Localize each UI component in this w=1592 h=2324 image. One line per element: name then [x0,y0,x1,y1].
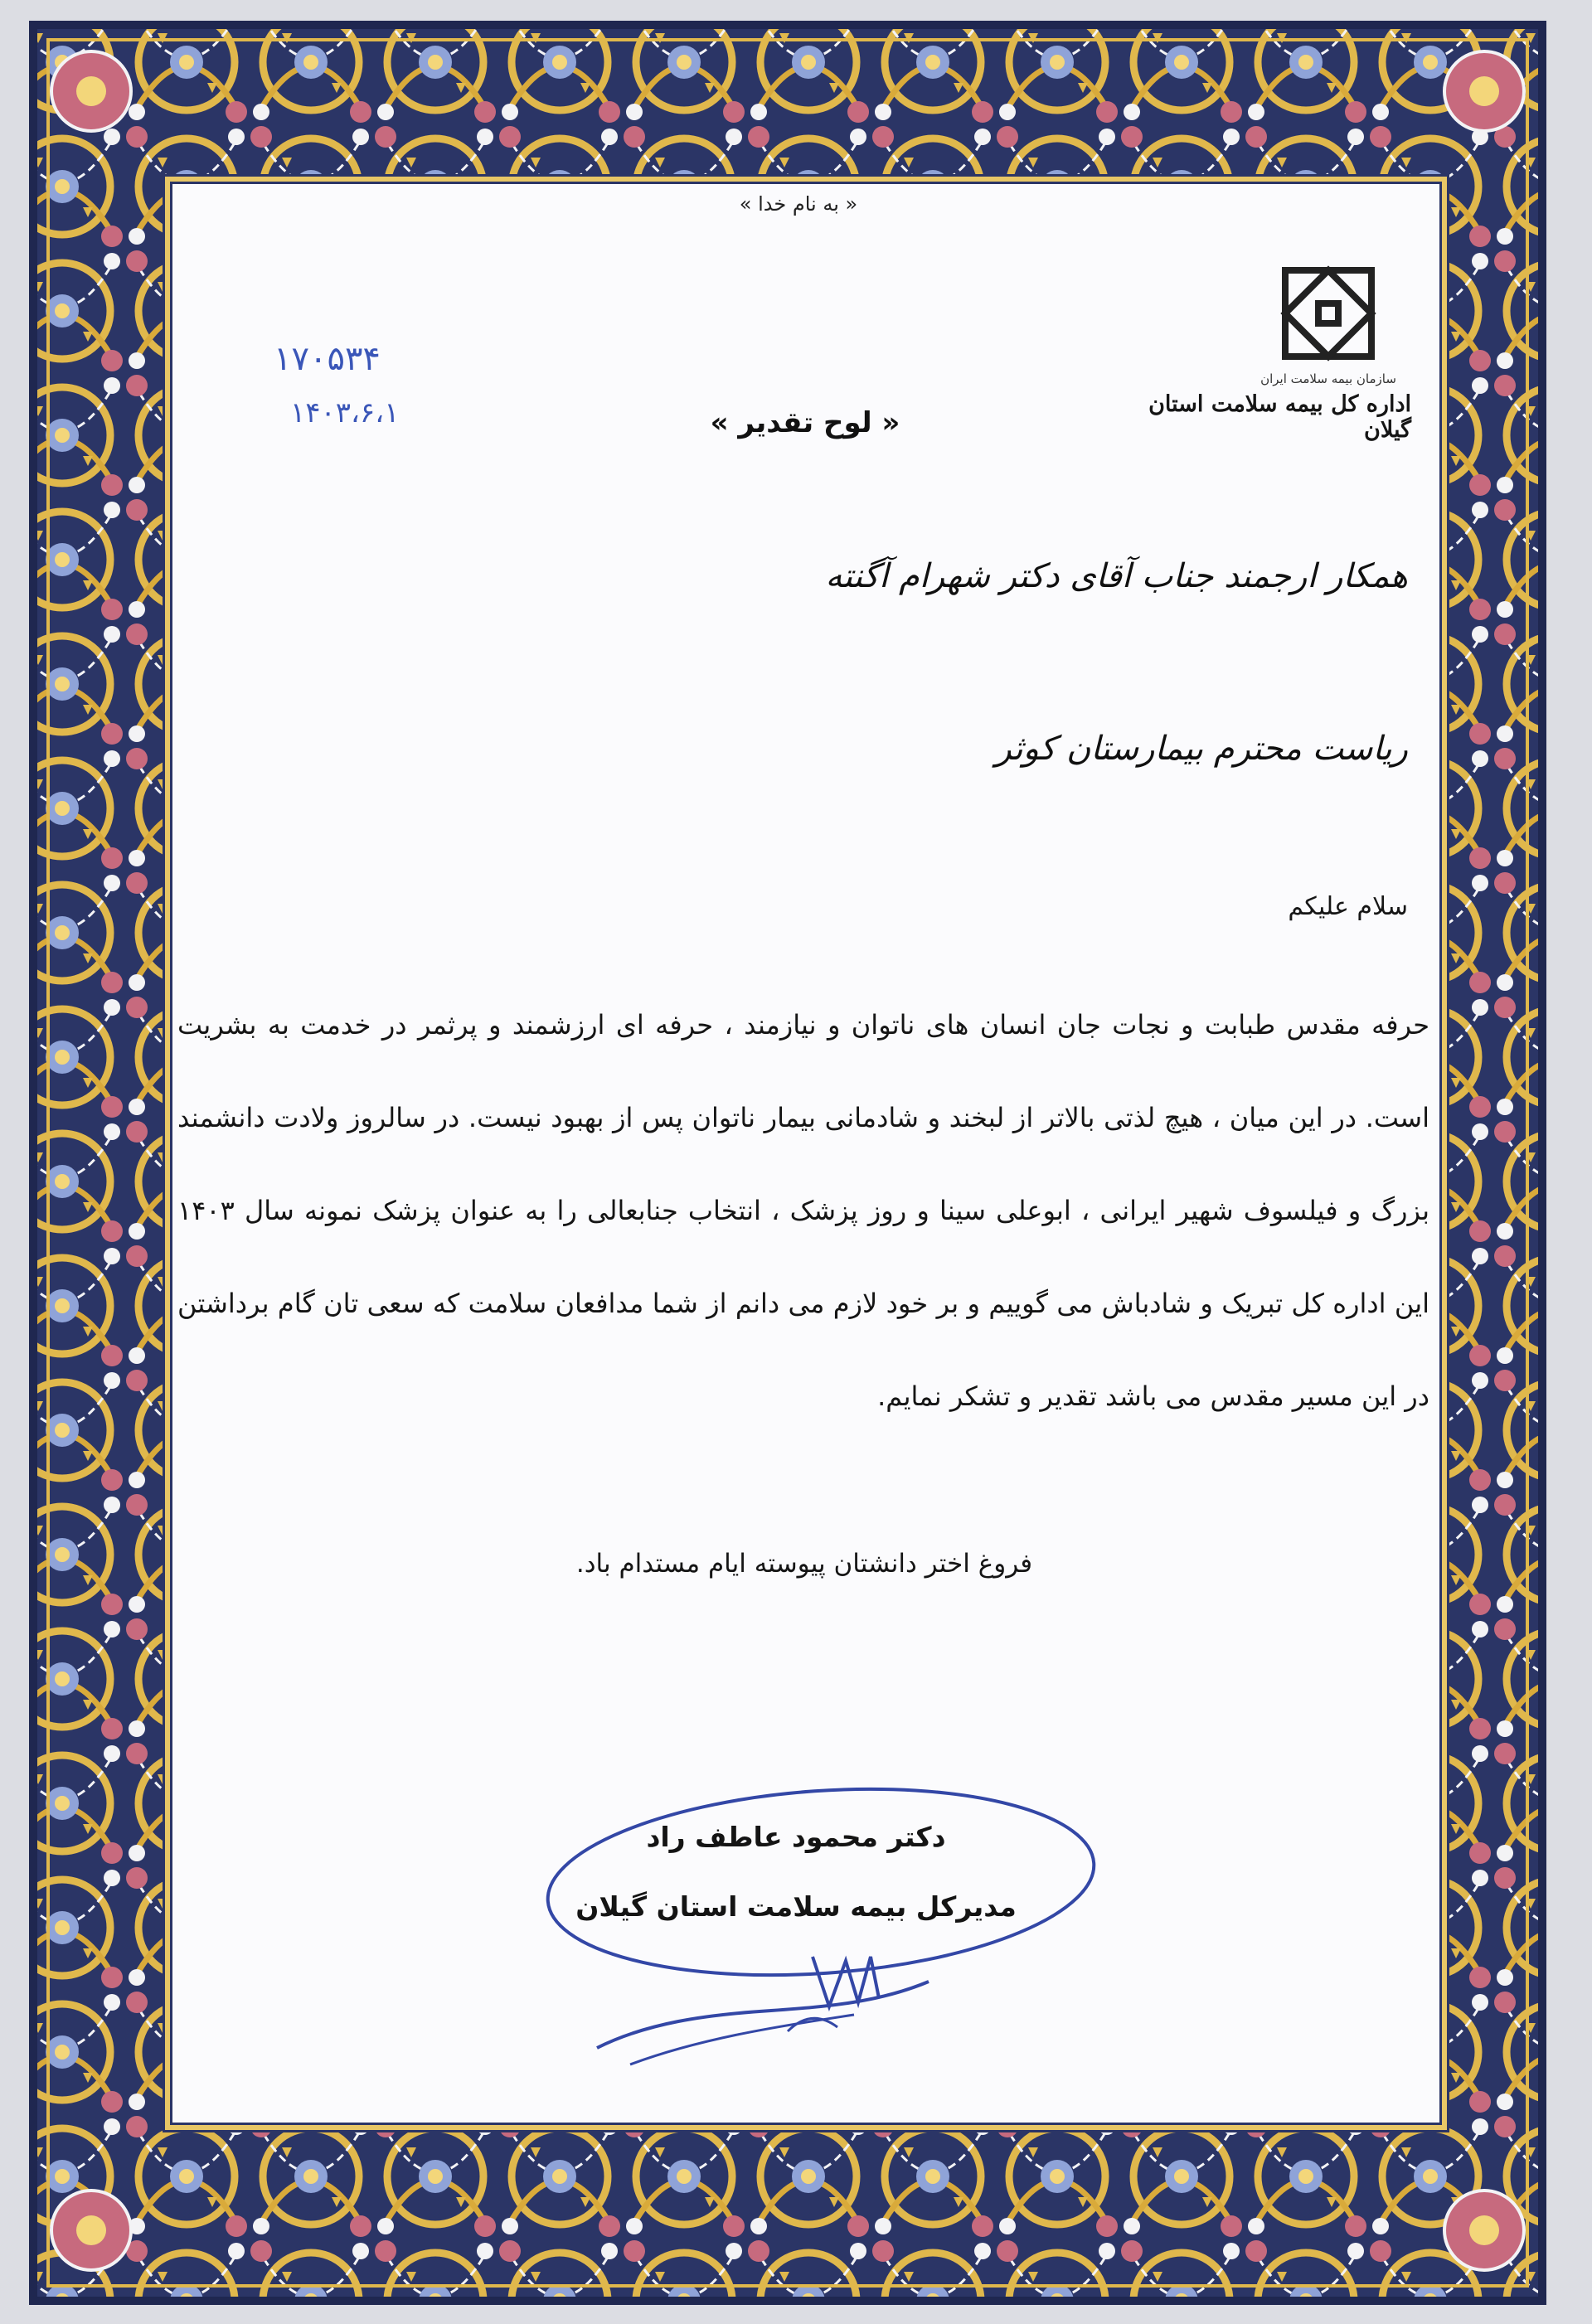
organization-logo [1247,264,1410,386]
corner-rosette-icon [1444,2191,1524,2270]
certificate-title: « لوح تقدیر » [710,406,900,439]
logo-caption: سازمان بیمه سلامت ایران [1260,371,1396,386]
reference-date: ۱۴۰۳،۶،۱ [290,396,400,429]
signatory-name: دکتر محمود عاطف راد [646,1821,946,1853]
body-paragraph: حرفه مقدس طبابت و نجات جان انسان های ناتوان و نیازمند ، حرفه ای ارزشمند و پرثمر در خدمت به بشریت است. در این میان ، هیچ لذتی بالاتر از لبخند و شادمانی بیمار ناتوان پس از بهبود نیست. در سالروز ولادت دانشمند بزرگ و فیلسوف شهیر ایرانی ، ابوعلی سینا و روز پزشک ، انتخاب جنابعالی را به عنوان پزشک نمونه سال ۱۴۰۳ این اداره کل تبریک و شادباش می گوییم و بر خود لازم می دانم از شما مدافعان سلامت که سعی تان گام برداشتن در این مسیر مقدس می باشد تقدیر و تشکر نمایم. [177,1009,1429,1412]
insurance-emblem-icon [1279,264,1378,363]
greeting: سلام علیکم [1288,892,1408,921]
corner-rosette-icon [1444,51,1524,131]
corner-rosette-icon [51,2191,131,2270]
closing-line: فروغ اختر دانشتان پیوسته ایام مستدام باد. [575,1549,1033,1579]
organization-department: اداره کل بیمه سلامت استان گیلان [1148,391,1411,443]
addressee-position: ریاست محترم بیمارستان کوثر [995,730,1408,768]
signatory-title: مدیرکل بیمه سلامت استان گیلان [575,1890,1017,1923]
basmala-heading: « به نام خدا » [739,192,858,216]
corner-rosette-icon [51,51,131,131]
handwritten-signature [580,1932,945,2081]
reference-number: ۱۷۰۵۳۴ [274,340,381,378]
addressee-name: همکار ارجمند جناب آقای دکتر شهرام آگنته [825,557,1408,595]
